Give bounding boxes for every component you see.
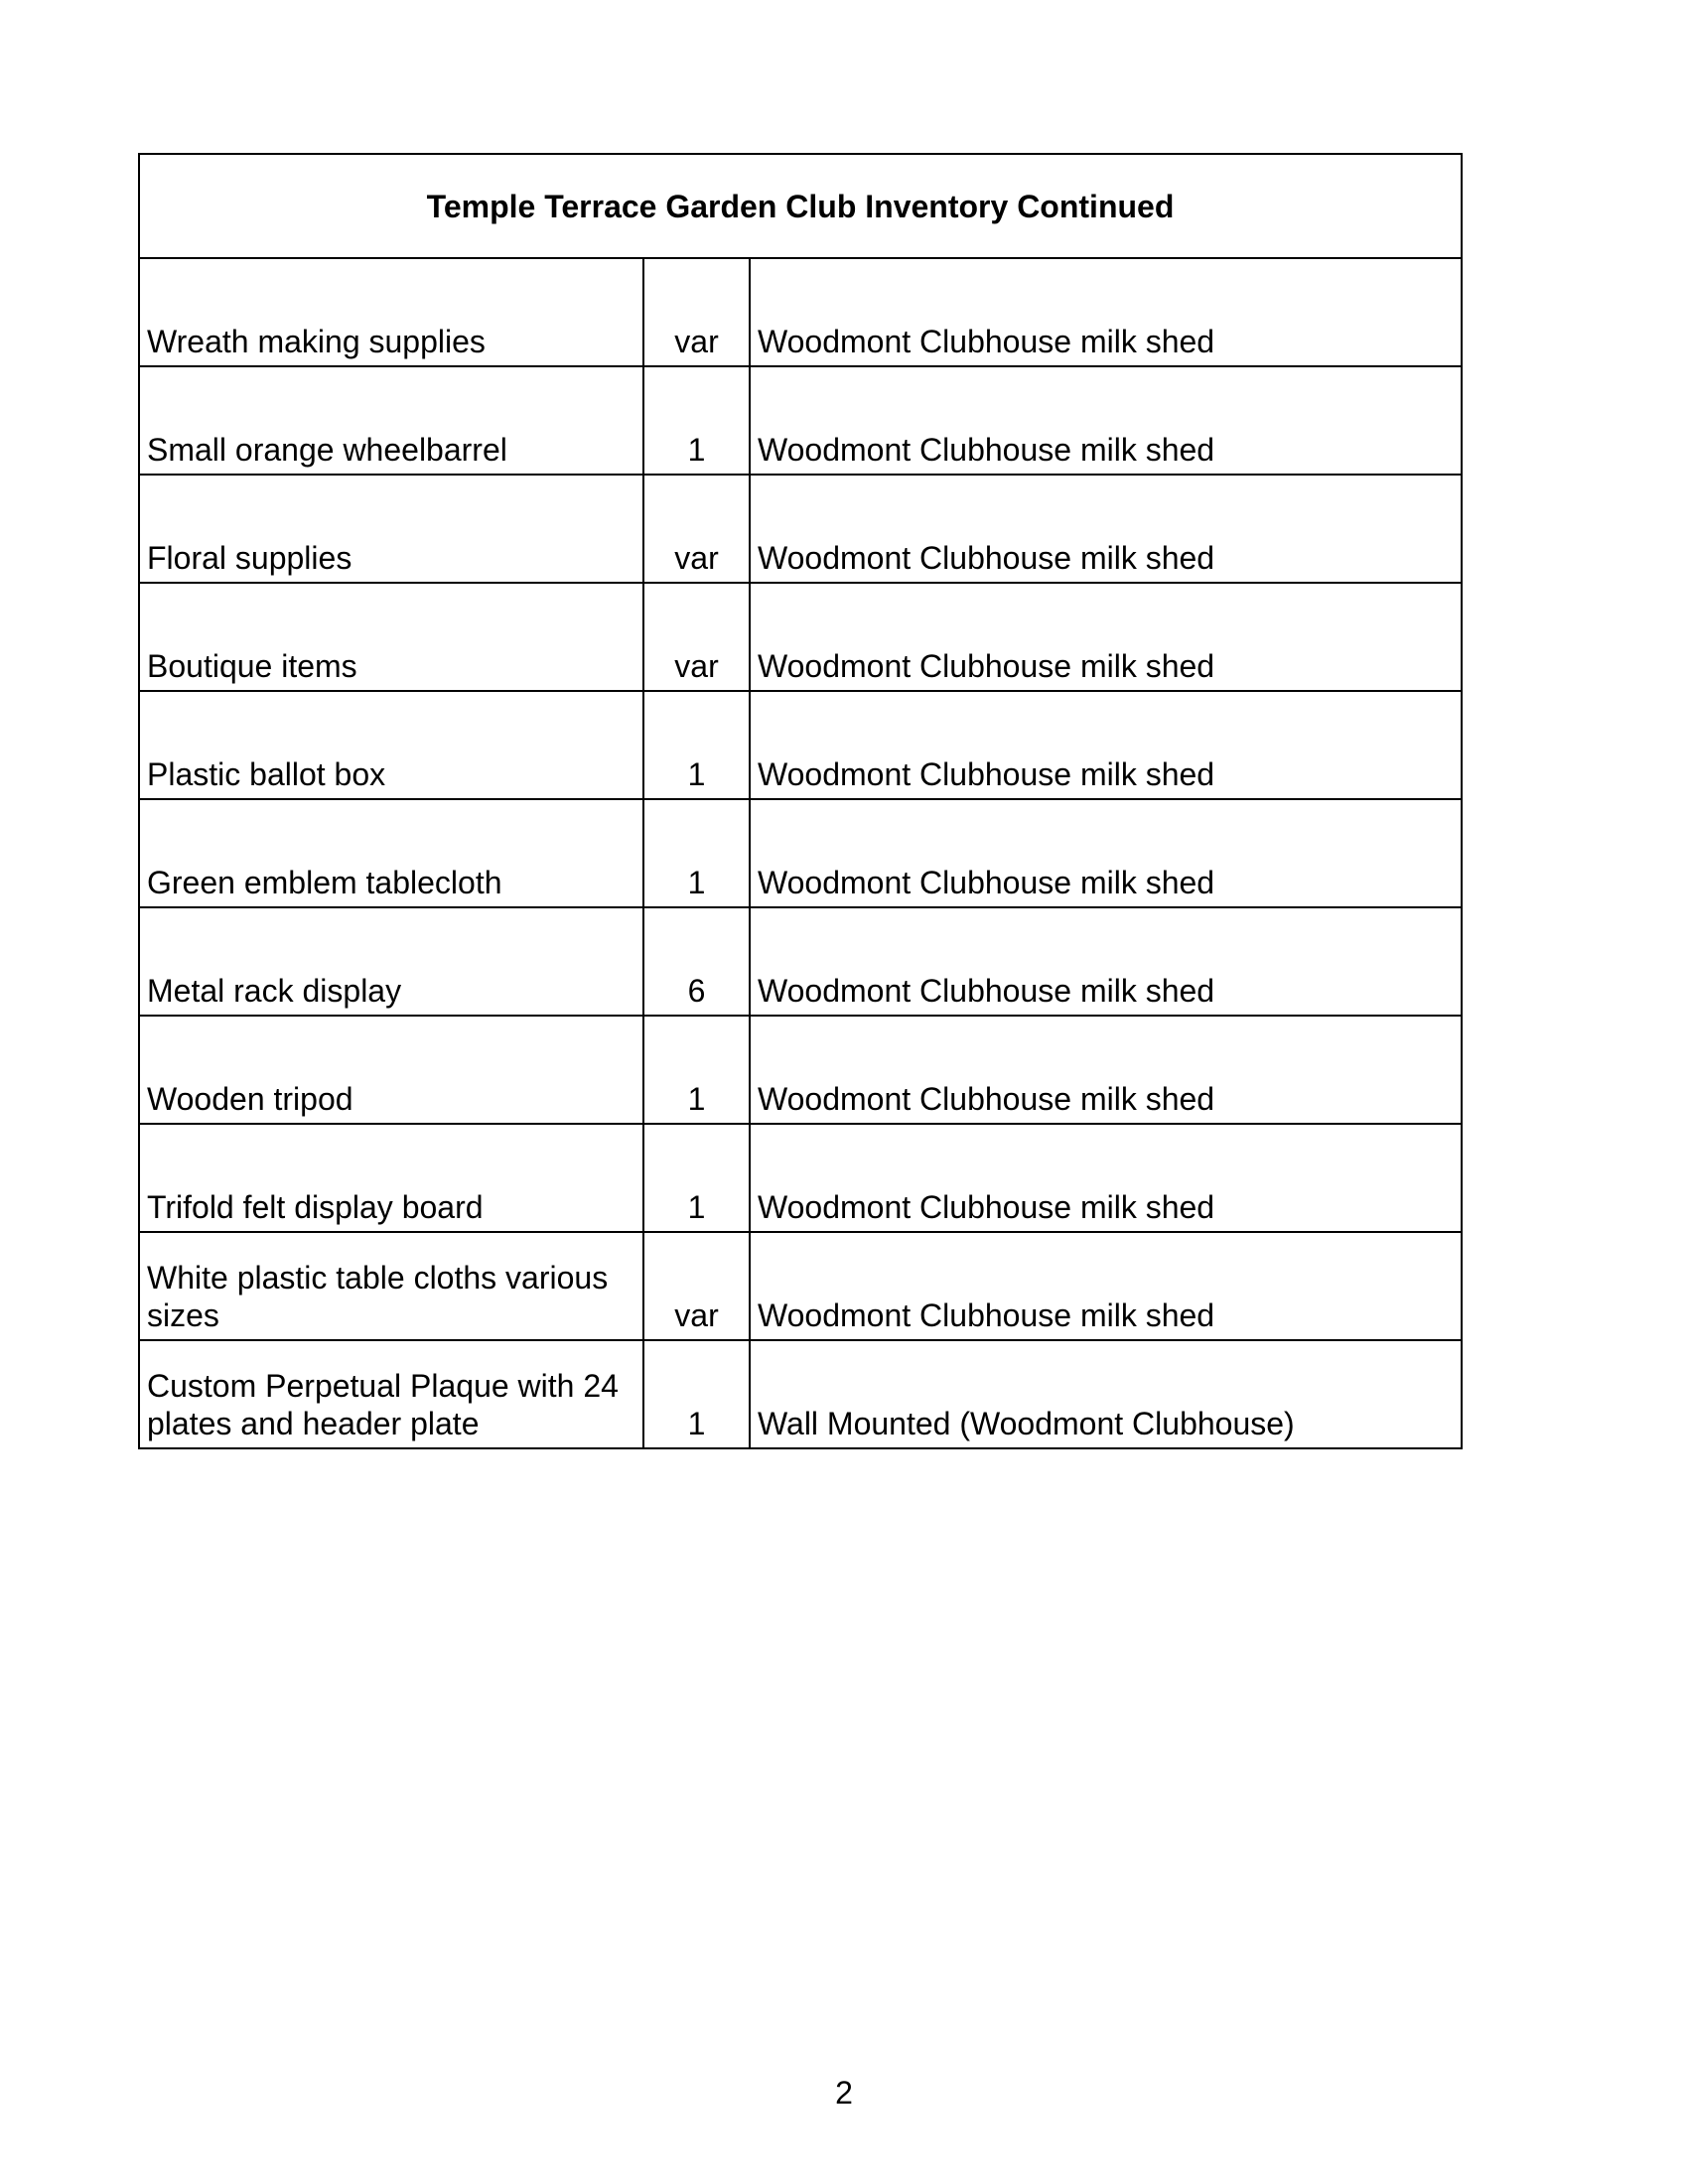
item-location: Woodmont Clubhouse milk shed: [750, 907, 1462, 1016]
item-location: Woodmont Clubhouse milk shed: [750, 691, 1462, 799]
table-row: [139, 1340, 1462, 1448]
item-quantity: 1: [643, 1016, 750, 1124]
table-row: [139, 1232, 1462, 1340]
item-quantity: 1: [643, 799, 750, 907]
item-quantity: 6: [643, 907, 750, 1016]
table-row: [139, 691, 1462, 799]
table-title-row: [139, 154, 1462, 258]
item-name: Wooden tripod: [139, 1016, 643, 1124]
table-row: [139, 475, 1462, 583]
item-quantity: 1: [643, 1340, 750, 1448]
table-row: [139, 583, 1462, 691]
item-quantity: var: [643, 1232, 750, 1340]
item-location: Woodmont Clubhouse milk shed: [750, 475, 1462, 583]
table-row: [139, 366, 1462, 475]
table-row: [139, 258, 1462, 366]
item-location: Woodmont Clubhouse milk shed: [750, 258, 1462, 366]
item-location: Wall Mounted (Woodmont Clubhouse): [750, 1340, 1462, 1448]
item-name: Wreath making supplies: [139, 258, 643, 366]
item-location: Woodmont Clubhouse milk shed: [750, 583, 1462, 691]
item-quantity: 1: [643, 1124, 750, 1232]
item-name: Trifold felt display board: [139, 1124, 643, 1232]
item-location: Woodmont Clubhouse milk shed: [750, 366, 1462, 475]
item-location: Woodmont Clubhouse milk shed: [750, 1232, 1462, 1340]
item-name: Plastic ballot box: [139, 691, 643, 799]
item-location: Woodmont Clubhouse milk shed: [750, 799, 1462, 907]
item-name: Small orange wheelbarrel: [139, 366, 643, 475]
item-location: Woodmont Clubhouse milk shed: [750, 1124, 1462, 1232]
item-name: White plastic table cloths various sizes: [139, 1232, 643, 1340]
item-quantity: var: [643, 475, 750, 583]
table-title: Temple Terrace Garden Club Inventory Continued: [139, 154, 1462, 258]
page-number: 2: [835, 2075, 853, 2111]
item-name: Boutique items: [139, 583, 643, 691]
item-quantity: 1: [643, 366, 750, 475]
inventory-table: [138, 153, 1463, 1449]
item-name: Floral supplies: [139, 475, 643, 583]
item-location: Woodmont Clubhouse milk shed: [750, 1016, 1462, 1124]
table-row: [139, 907, 1462, 1016]
table-row: [139, 1016, 1462, 1124]
table-row: [139, 1124, 1462, 1232]
item-quantity: 1: [643, 691, 750, 799]
item-quantity: var: [643, 583, 750, 691]
item-name: Custom Perpetual Plaque with 24 plates and header plate: [139, 1340, 643, 1448]
item-quantity: var: [643, 258, 750, 366]
item-name: Metal rack display: [139, 907, 643, 1016]
item-name: Green emblem tablecloth: [139, 799, 643, 907]
table-row: [139, 799, 1462, 907]
